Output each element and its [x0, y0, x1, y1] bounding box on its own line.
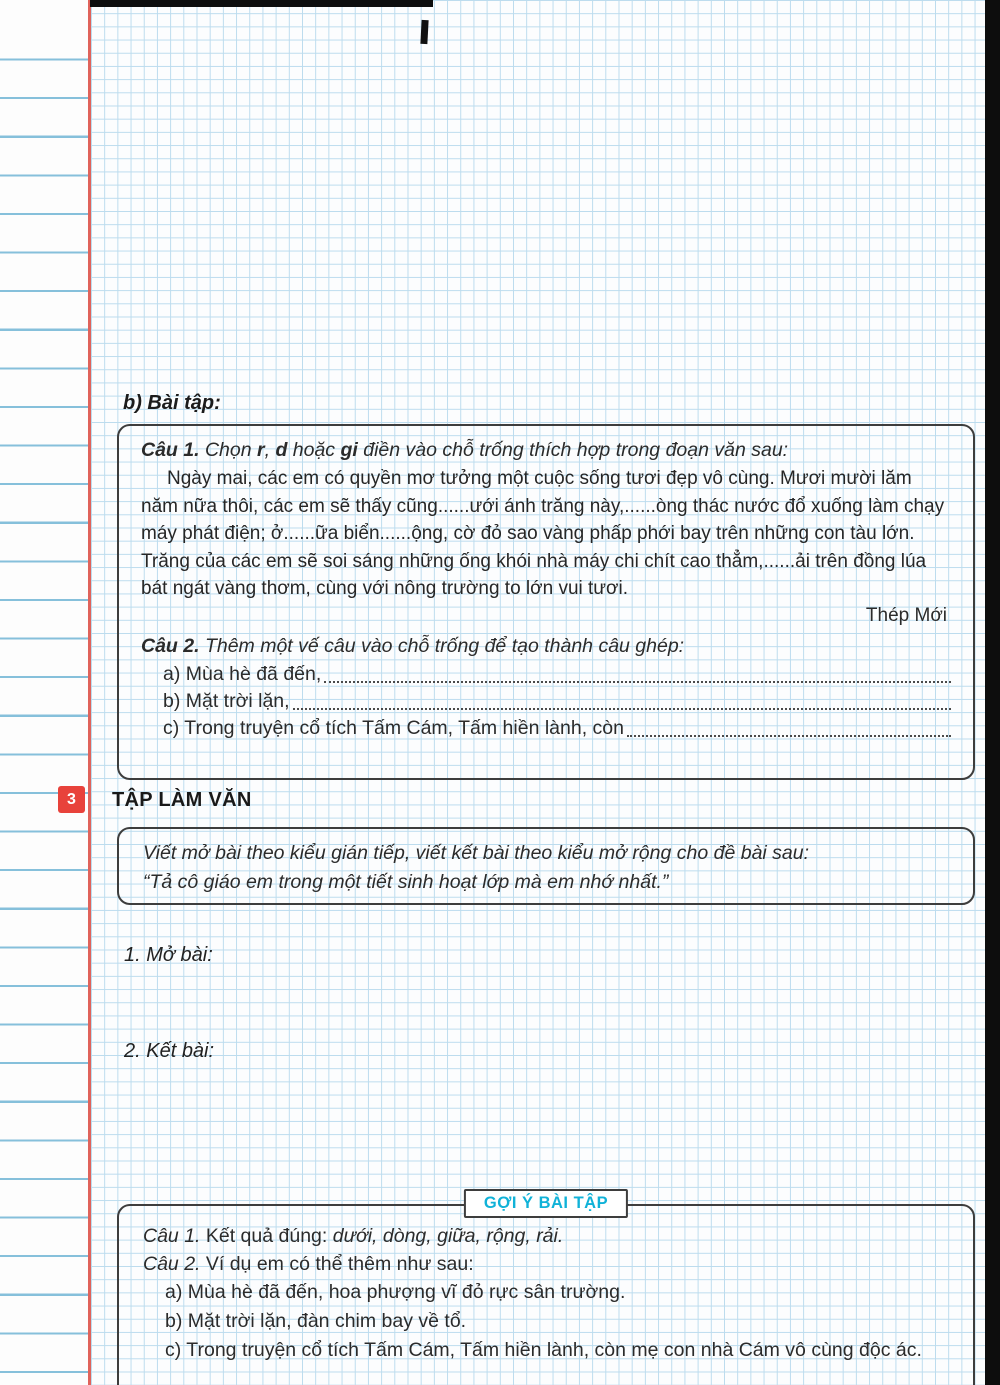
dotted-blank-line	[293, 708, 951, 710]
prompt-line-1: Viết mở bài theo kiểu gián tiếp, viết kết bài theo kiểu mở rộng cho đề bài sau:	[143, 842, 810, 864]
hints-title: GỢI Ý BÀI TẬP	[464, 1189, 628, 1218]
hint-item-a: a) Mùa hè đã đến, hoa phượng vĩ đỏ rực sân trường.	[165, 1281, 626, 1303]
dotted-blank-line	[324, 681, 951, 683]
section-number-badge: 3	[58, 786, 85, 813]
cau1-label: Câu 1.	[141, 439, 200, 461]
section-title: TẬP LÀM VĂN	[112, 789, 252, 811]
dotted-blank-line	[627, 735, 951, 737]
hints-box	[117, 1194, 975, 1385]
left-margin-ruled-lines	[0, 0, 89, 1385]
mo-bai-label: 1. Mở bài:	[124, 944, 213, 966]
scan-artifact-top-bar	[90, 0, 433, 7]
fill-item-c: c) Trong truyện cổ tích Tấm Cám, Tấm hiền lành, còn	[141, 715, 953, 742]
cau2-instruction: Câu 2. Thêm một vế câu vào chỗ trống để tạo thành câu ghép:	[141, 634, 685, 657]
hint-item-c: c) Trong truyện cổ tích Tấm Cám, Tấm hiền lành, còn mẹ con nhà Cám vô cùng độc ác.	[165, 1339, 922, 1361]
cau2-label: Câu 2.	[141, 634, 200, 657]
hint-item-b: b) Mặt trời lặn, đàn chim bay về tổ.	[165, 1310, 467, 1332]
passage-attribution: Thép Mới	[865, 604, 947, 626]
section-b-heading: b) Bài tập:	[123, 392, 221, 414]
writing-prompt-box	[117, 827, 975, 905]
ket-bai-label: 2. Kết bài:	[124, 1040, 215, 1062]
hint-cau1: Câu 1. Kết quả đúng: dưới, dòng, giữa, rộng, rải.	[143, 1225, 564, 1247]
fill-item-a: a) Mùa hè đã đến,	[141, 661, 953, 688]
cau1-instruction: Câu 1. Chọn r, d hoặc gi điền vào chỗ trống thích hợp trong đoạn văn sau:	[141, 439, 789, 461]
scan-artifact-right-bar	[985, 0, 1000, 1385]
exercise-box	[117, 424, 975, 780]
scan-artifact-mark	[420, 20, 428, 44]
fill-item-b: b) Mặt trời lặn,	[141, 688, 953, 715]
prompt-line-2: “Tả cô giáo em trong một tiết sinh hoạt lớp mà em nhớ nhất.”	[143, 871, 669, 893]
hint-cau2: Câu 2. Ví dụ em có thể thêm như sau:	[143, 1253, 474, 1275]
cau1-passage: Ngày mai, các em có quyền mơ tưởng một cuộc sống tươi đẹp vô cùng. Mươi mười lăm năm nữa thôi, các em sẽ thấy cũng......ưới ánh trăng này,......òng thác nước đổ xuống làm chạy máy phát điện; ở......ữa biển......ộng, cờ đỏ sao vàng phấp phới bay trên những con tàu lớn. Trăng của các em sẽ soi sáng những ống khói nhà máy chi chít cao thẳm,......ải trên đồng lúa bát ngát vàng thơm, cùng với nông trường to lớn vui tươi.	[141, 468, 945, 599]
